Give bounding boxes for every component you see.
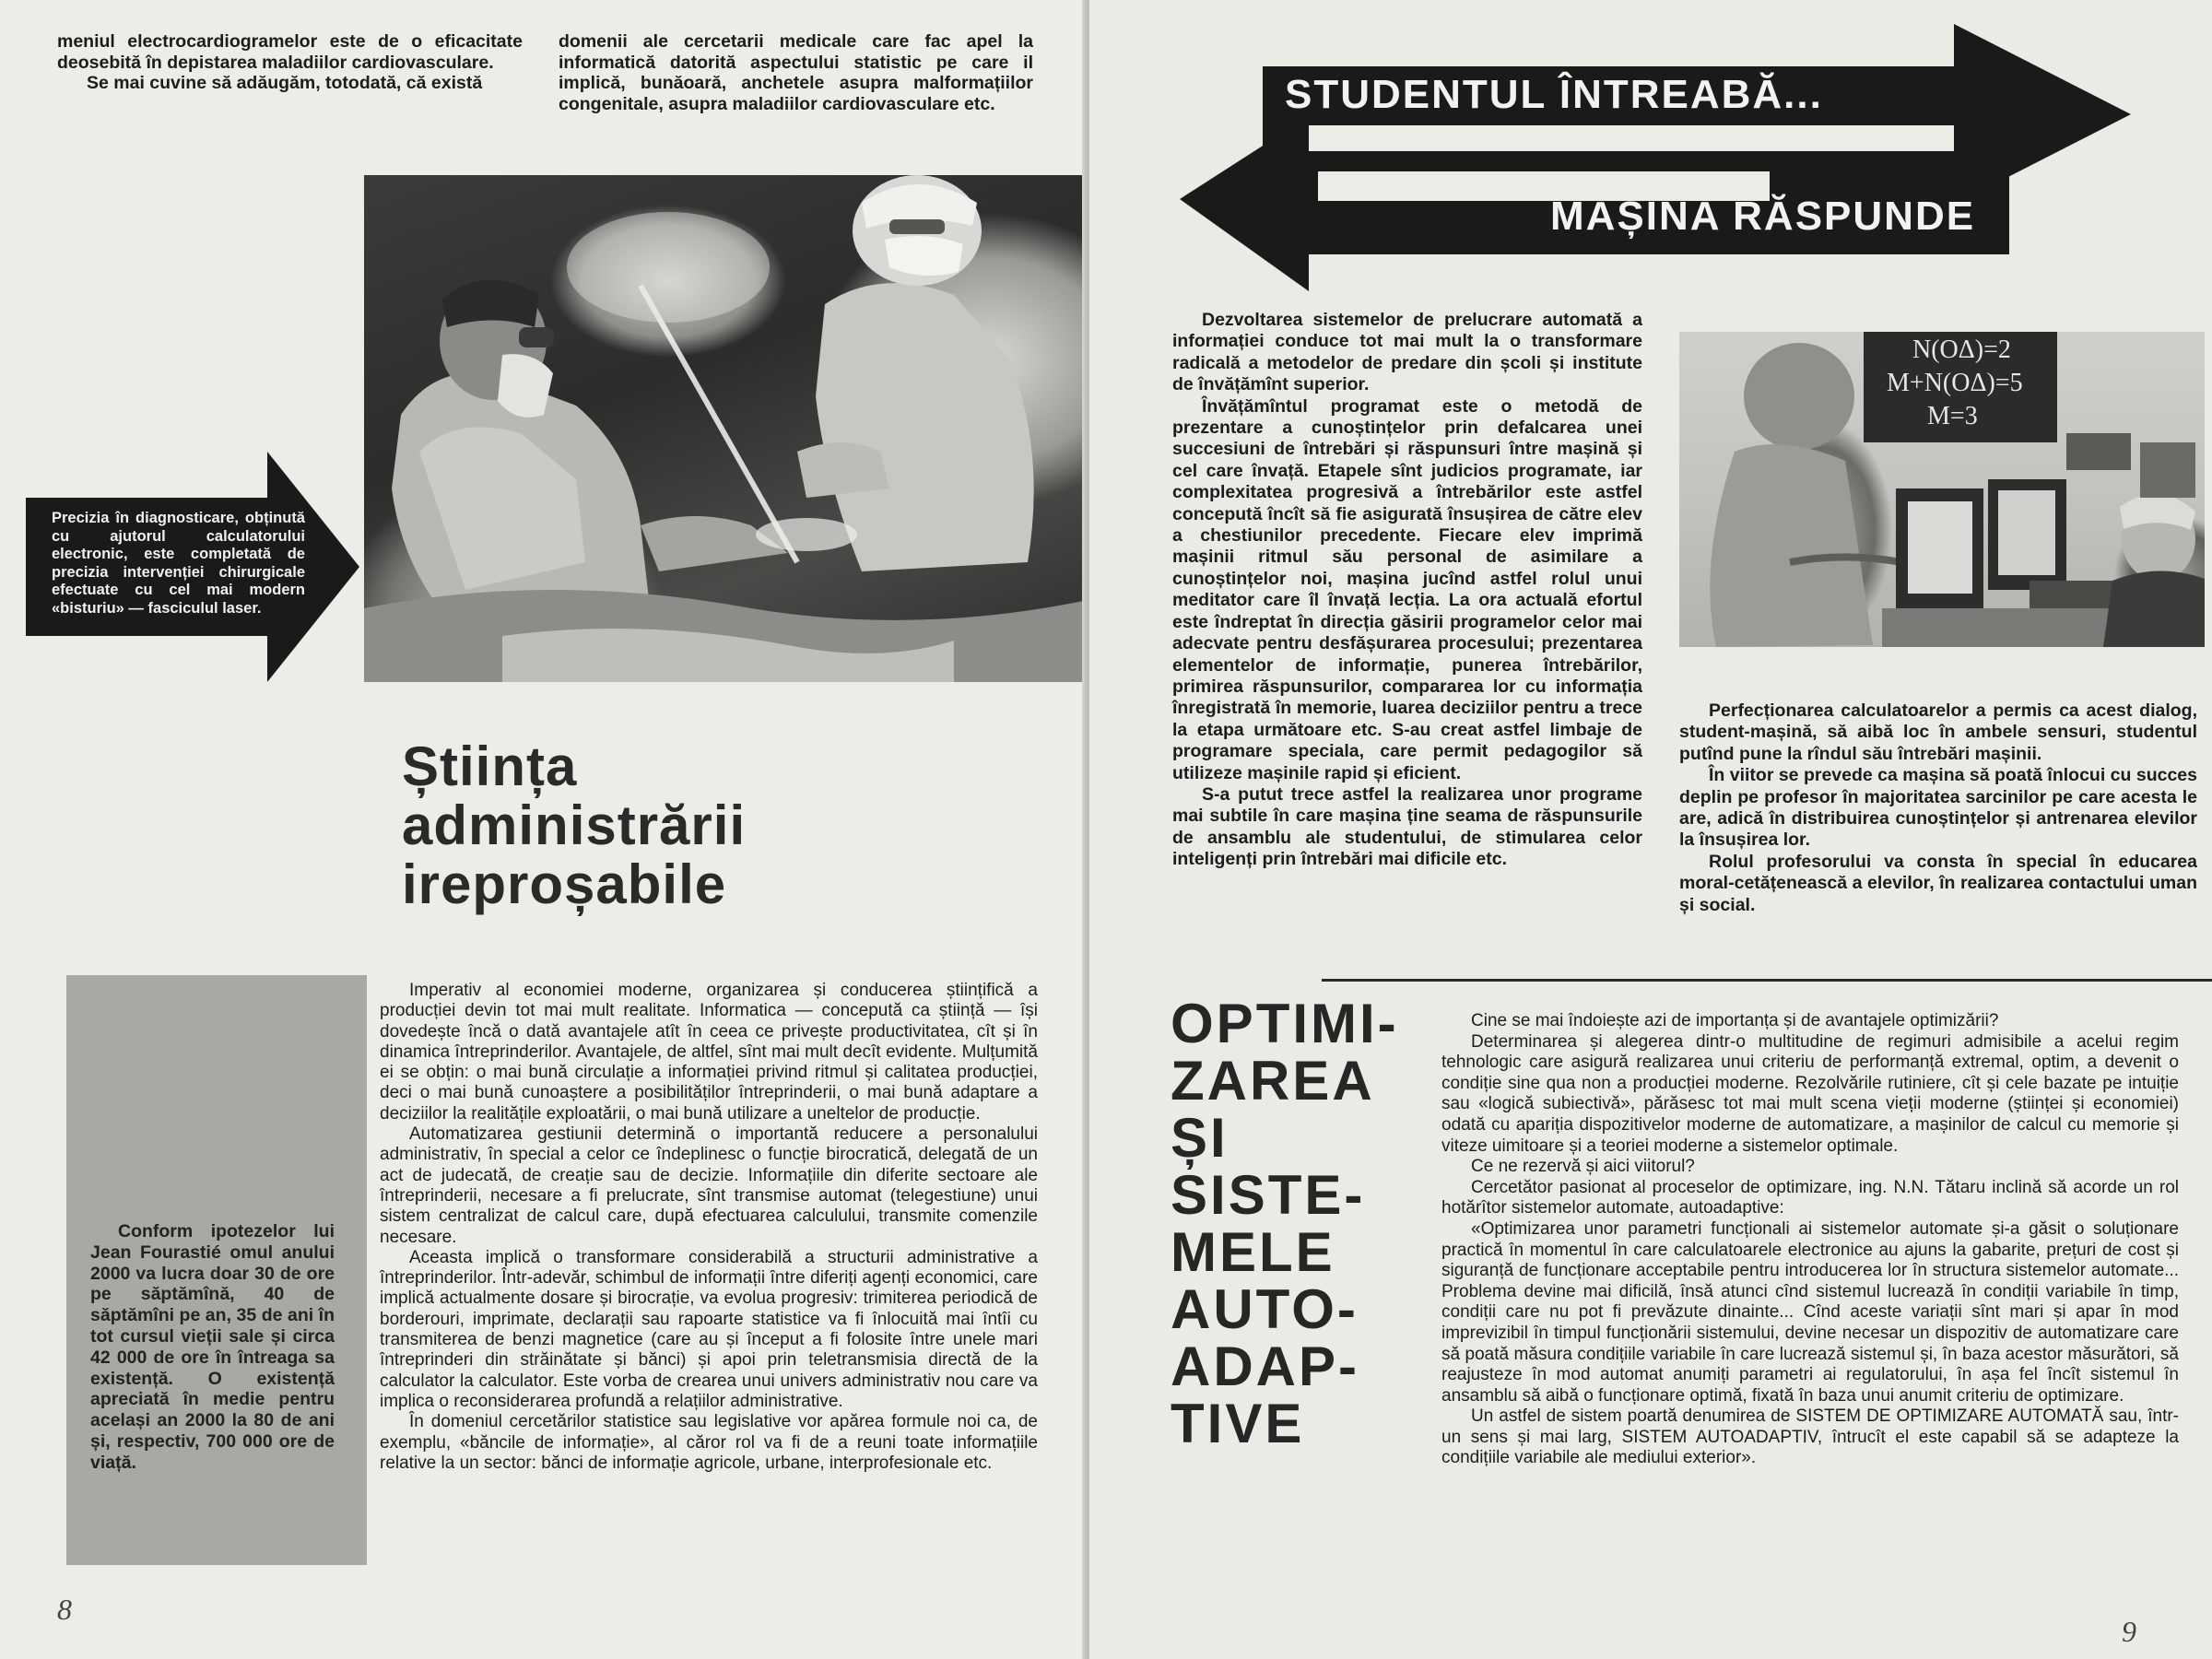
- classroom-photo: [1679, 332, 2205, 647]
- title-line: ireproșabile: [402, 853, 727, 915]
- surgery-scene-illustration: [364, 175, 1086, 682]
- intro-paragraph: domenii ale cercetarii medicale care fac apel la informatică datorită aspectului statistic pe care il implică, bunăoară, anchetele asupra malformațiilor congenitale, asupra maladiilor cardiovasculare etc.: [559, 31, 1033, 114]
- section-title: [1171, 995, 1399, 1453]
- intro-column-1: [57, 31, 523, 94]
- intro-paragraph: Se mai cuvine să adăugăm, totodată, că există: [87, 73, 483, 93]
- right-column: [1679, 700, 2197, 916]
- page-number: 8: [57, 1593, 72, 1626]
- body-paragraph: În domeniul cercetărilor statistice sau legislative vor apărea formule noi ca, de exemplu, «băncile de informație», al căror rol va fi de a reuni toate informațiile relative la un sector: bănci de informație agricole, urbane, interprofesionale etc.: [380, 1412, 1038, 1473]
- board-line: M+N(OΔ)=5: [1887, 369, 2023, 397]
- intro-column-2: [559, 31, 1033, 114]
- main-column: [1172, 310, 1642, 871]
- opt-paragraph: «Optimizarea unor parametri funcționali ai sistemelor automate și-a găsit o soluționare practică în momentul în care calculatoarele electronice au ajuns la gabarite, prețuri de cost și siguranță de funcționare acceptabile pentru introducerea lor în structura sistemelor automate... Problema devine mai dificilă, însă atunci cînd sistemul lucrează în condiții variabile în timp, condiții care nu pot fi prevăzute dinainte... Cînd aceste variații sînt mari și apar în mod imprevizibil în timpul funcționării sistemului, devine necesar un dispozitiv de automatizare care să poată măsura condițiile variabile în care lucrează sistemul și, în baza acestor măsurători, să reajusteze în mod automat anumiți parametri ai regulatorului, în așa fel încît sistemul în ansamblu să aibă o funcționare optimă, fixată în baza unui anumit criteriu de optimizare.: [1441, 1218, 2179, 1406]
- article-body: [380, 981, 1038, 1474]
- opt-paragraph: Cercetător pasionat al proceselor de optimizare, ing. N.N. Tătaru inclină să acorde un rol hotărîtor sistemelor automate, autoadaptive:: [1441, 1177, 2179, 1218]
- title-line: administrării: [402, 794, 747, 856]
- double-arrow-banner: [1180, 24, 2131, 291]
- section-divider: [1322, 979, 2212, 982]
- section-title-line: OPTIMI-: [1171, 993, 1399, 1054]
- right-paragraph: Perfecționarea calculatoarelor a permis ca acest dialog, student-mașină, să aibă loc în ambele sensuri, studentul putînd pune la rîndul său întrebări mașinii.: [1679, 700, 2197, 764]
- opt-paragraph: Cine se mai îndoiește azi de importanța și de avantajele optimizării?: [1471, 1011, 1999, 1030]
- board-line: M=3: [1927, 402, 1978, 430]
- section-title-line: ȘI: [1171, 1107, 1229, 1169]
- article-title: [402, 737, 746, 914]
- section-title-line: MELE: [1171, 1221, 1335, 1283]
- right-paragraph: În viitor se prevede ca mașina să poată înlocui cu succes deplin pe profesor în majoritatea sarcinilor pe care acesta le are, adică în distribuirea cunoștințelor și antrenarea elevilor la însușirea lor.: [1679, 765, 2197, 851]
- main-paragraph: Învățămîntul programat este o metodă de prezentare a cunoștințelor prin defalcarea unei succesiuni de întrebări și răspunsuri între mașină și cel care învață. Etapele sînt judicios programate, iar complexitatea progresivă a întrebărilor este astfel concepută încît să fie asigurată însușirea de către elev a chestiunilor precedente. Fiecare elev imprimă mașinii ritmul său personal de asimilare a cunoștințelor noi, mașina jucînd astfel rolul unui meditator care îl învață lecția. La ora actuală efortul este îndreptat în direcția găsirii programelor celor mai adecvate pentru desfășurarea procesului; prezentarea elementelor de informație, punerea întrebărilor, primirea răspunsurilor, compararea lor cu informația înregistrată în memorie, luarea deciziilor pentru a trece la etapa următoare etc. S-au creat astfel limbaje de programare speciala, care permit pedagogilor să utilizeze mașinile rapid și eficient.: [1172, 395, 1642, 783]
- main-paragraph: S-a putut trece astfel la realizarea unor programe mai subtile în care mașina ține seama de răspunsurile de ansamblu ale studentului, de stimularea celor inteligenți prin întrebări mai dificile etc.: [1172, 783, 1642, 870]
- board-line: N(OΔ)=2: [1912, 335, 2011, 364]
- body-paragraph: Aceasta implică o transformare considerabilă a structurii administrative a întreprinderilor. Într-adevăr, schimbul de informații între diferiți agenți economici, care implică actualmente dosare și birocrație, va evolua progresiv: trimiterea periodică de borderouri, imprimate, declarații sau rapoarte statistice va fi înlocuită mai întîi cu transmiterea de benzi magnetice (care au și început a fi folosite între unele mari întreprinderi din străinătate și bănci) și apoi prin teletransmisia directă de la calculator la calculator. Este vorba de crearea unui univers administrativ nou care va implica o reconsiderarea profundă a relațiilor administrative.: [380, 1247, 1038, 1411]
- section-title-line: ADAP-: [1171, 1335, 1359, 1397]
- opt-paragraph: Determinarea și alegerea dintr-o multitudine de regimuri admisibile a acelui regim tehnologic care asigură realizarea unui criteriu de performanță extremal, optim, a devenit o condiție sine qua non a producției moderne. Rezolvările rutiniere, cît și cele bazate pe intuiție sau «logică subiectivă», părăsesc tot mai mult scena vieții moderne (științei și economiei) odată cu apariția dispozitivelor moderne de automatizare, a mașinilor de calcul cu memorie și viteze uimitoare și a teoriei moderne a sistemelor optimale.: [1441, 1031, 2179, 1156]
- body-paragraph: Automatizarea gestiunii determină o importantă reducere a personalului administrativ, în special a celor ce îndeplinesc o funcție birocratică, delegată de un act de judecată, de creație sau de decizie. Informațiile din diferite sectoare ale întreprinderii, necesare a fi prelucrate, sînt transmise automat (telegestiune) unui sistem centralizat de calcul care, după efectuarea calculului, transmite comenzile necesare.: [380, 1124, 1038, 1247]
- opt-paragraph: Un astfel de sistem poartă denumirea de SISTEM DE OPTIMIZARE AUTOMATĂ sau, într-un sens și mai larg, SISTEM AUTOADAPTIV, întrucît el este capabil să se adapteze la condițiile variabile ale mediului exterior».: [1441, 1406, 2179, 1468]
- intro-paragraph: meniul electrocardiogramelor este de o eficacitate deosebită în depistarea maladiilor cardiovasculare.: [57, 31, 523, 73]
- main-paragraph: Dezvoltarea sistemelor de prelucrare automată a informației conduce tot mai mult la o transformare radicală a metodelor de predare din școli și institute de învățămînt superior.: [1172, 310, 1642, 395]
- section-title-line: ZAREA: [1171, 1050, 1375, 1112]
- left-page: [0, 0, 1086, 1659]
- right-paragraph: Rolul profesorului va consta în special în educarea moral-cetățenească a elevilor, în realizarea contactului uman și social.: [1679, 851, 2197, 915]
- optimization-body: [1441, 1011, 2179, 1469]
- blackboard-formulas: [1887, 334, 2023, 433]
- page-number: 9: [2122, 1615, 2136, 1648]
- section-title-line: SISTE-: [1171, 1164, 1366, 1226]
- banner-top-text: STUDENTUL ÎNTREABĂ...: [1285, 72, 1823, 117]
- right-page: [1089, 0, 2212, 1659]
- body-paragraph: Imperativ al economiei moderne, organizarea și conducerea științifică a producției devin tot mai mult realitate. Informatica — concepută ca știință — își dovedește încă o dată avantajele atît în ceea ce privește productivitatea, cît și în dinamica întreprinderilor. Avantajele, de altfel, sînt mai mult decît evidente. Mulțumită ei se obțin: o mai bună circulație a informației privind ritmul și calitatea producției, deci o mai bună cunoaștere a posibilităților întreprinderii, o mai bună adaptare a deciziilor la realitățile exploatării, o mai bună utilizare a uneltelor de producție.: [380, 981, 1038, 1124]
- opt-paragraph: Ce ne rezervă și aici viitorul?: [1471, 1157, 1695, 1177]
- section-title-line: AUTO-: [1171, 1278, 1359, 1340]
- section-title-line: TIVE: [1171, 1393, 1305, 1454]
- banner-bottom-text: MAȘINA RĂSPUNDE: [1550, 194, 1976, 239]
- photo-caption: Precizia în diagnosticare, obținută cu ajutorul calculatorului electronic, este completată de precizia intervenției chirurgicale efectuate cu cel mai modern «bisturiu» — fasciculul laser.: [52, 510, 305, 617]
- sidebar-text: Conform ipotezelor lui Jean Fourastié omul anului 2000 va lucra doar 30 de ore pe săptămînă, 40 de săptămîni pe an, 35 de ani în tot cursul vieții sale și circa 42 000 de ore în întreaga sa existență. O existență apreciată în medie pentru același an 2000 la 80 de ani și, respectiv, 700 000 ore de viață.: [90, 1221, 335, 1473]
- surgery-photo: [364, 175, 1086, 682]
- title-line: Știința: [402, 735, 578, 797]
